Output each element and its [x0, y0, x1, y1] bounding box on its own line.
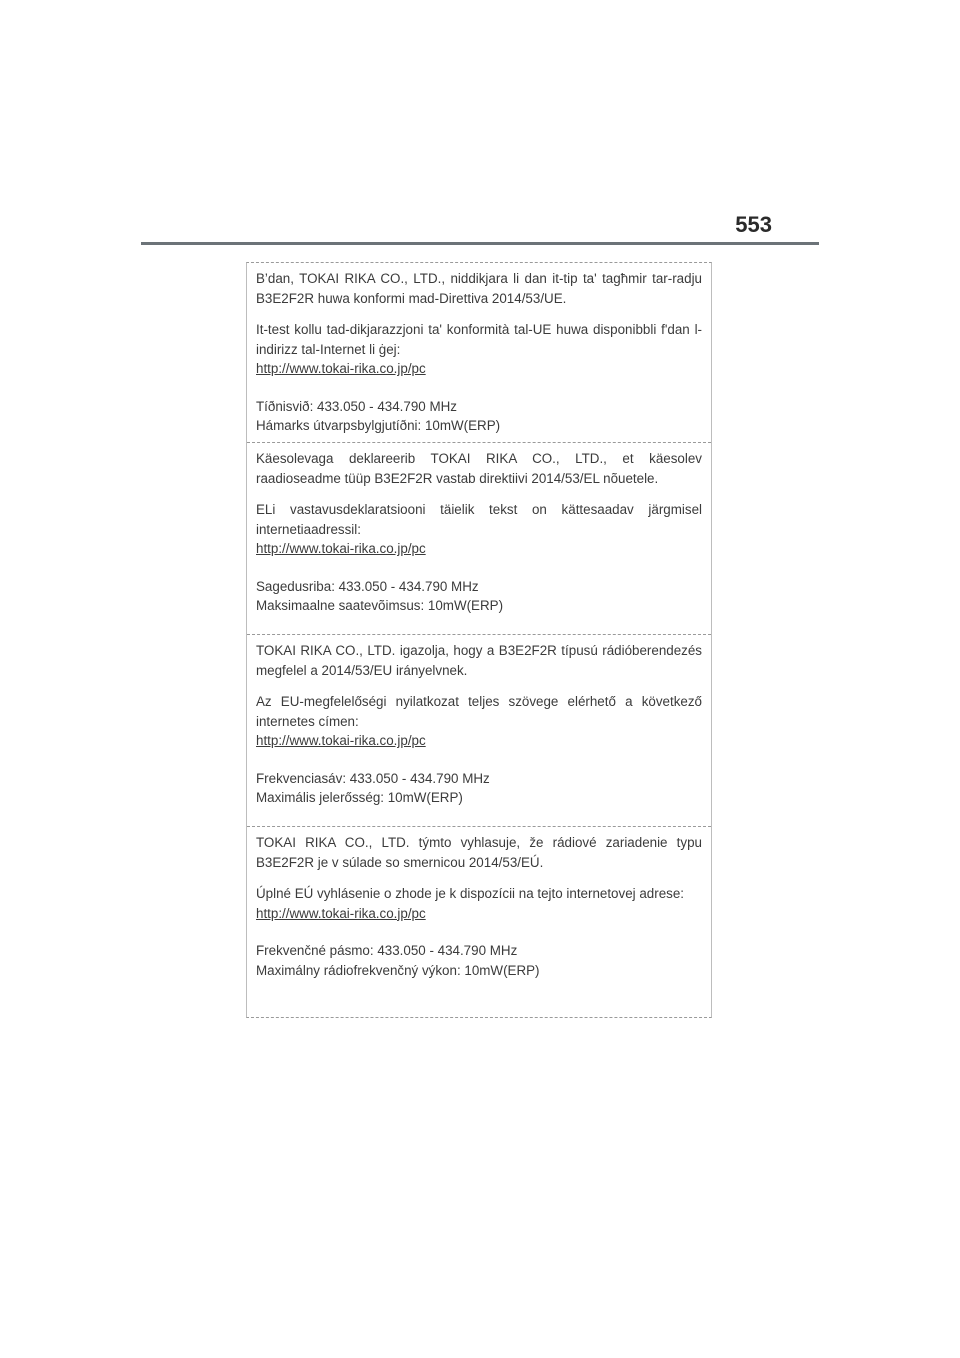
frequency-band: Frekvenciasáv: 433.050 - 434.790 MHz [256, 770, 490, 786]
frequency-band: Tíðnisvið: 433.050 - 434.790 MHz [256, 398, 457, 414]
declaration-section-estonian [247, 443, 711, 635]
header-rule [141, 242, 819, 245]
declaration-statement: B’dan, TOKAI RIKA CO., LTD., niddikjara li dan it-tip ta' tagħmir tar-radju B3E2F2R huwa konformi mad-Direttiva 2014/53/UE. [256, 271, 702, 306]
declaration-box [246, 262, 712, 1018]
declaration-availability: ELi vastavusdeklaratsiooni täielik tekst on kättesaadav järgmisel internetiaadressil: [256, 502, 702, 537]
declaration-availability: Az EU-megfelelőségi nyilatkozat teljes szövege elérhető a következő internetes címen: [256, 694, 702, 729]
declaration-link[interactable]: http://www.tokai-rika.co.jp/pc [256, 733, 426, 748]
max-power: Hámarks útvarpsbylgjutíðni: 10mW(ERP) [256, 418, 501, 433]
frequency-band: Sagedusriba: 433.050 - 434.790 MHz [256, 578, 479, 594]
max-power: Maximális jelerősség: 10mW(ERP) [256, 790, 463, 805]
declaration-availability: Úplné EÚ vyhlásenie o zhode je k dispozícii na tejto internetovej adrese: [256, 886, 685, 901]
declaration-statement: TOKAI RIKA CO., LTD. igazolja, hogy a B3E2F2R típusú rádióberendezés megfelel a 2014/53/EU irányelvnek. [256, 643, 702, 678]
page-number: 553 [735, 212, 772, 237]
frequency-band: Frekvenčné pásmo: 433.050 - 434.790 MHz [256, 943, 518, 958]
declaration-statement: TOKAI RIKA CO., LTD. týmto vyhlasuje, že rádiové zariadenie typu B3E2F2R je v súlade so smernicou 2014/53/EÚ. [256, 835, 702, 870]
declaration-link[interactable]: http://www.tokai-rika.co.jp/pc [256, 905, 426, 921]
declaration-link[interactable]: http://www.tokai-rika.co.jp/pc [256, 361, 426, 376]
max-power: Maksimaalne saatevõimsus: 10mW(ERP) [256, 598, 504, 613]
declaration-section-maltese [247, 263, 711, 443]
declaration-availability: It-test kollu tad-dikjarazzjoni ta' konformità tal-UE huwa disponibbli f'dan l-indirizz tal-Internet li ġej: [256, 322, 702, 357]
declaration-statement: Käesolevaga deklareerib TOKAI RIKA CO., LTD., et käesolev raadioseadme tüüp B3E2F2R vastab direktiivi 2014/53/EL nõuetele. [256, 451, 702, 486]
declaration-link[interactable]: http://www.tokai-rika.co.jp/pc [256, 541, 426, 556]
declaration-section-hungarian [247, 635, 711, 827]
declaration-section-slovak [247, 827, 711, 1017]
max-power: Maximálny rádiofrekvenčný výkon: 10mW(ERP) [256, 962, 540, 978]
